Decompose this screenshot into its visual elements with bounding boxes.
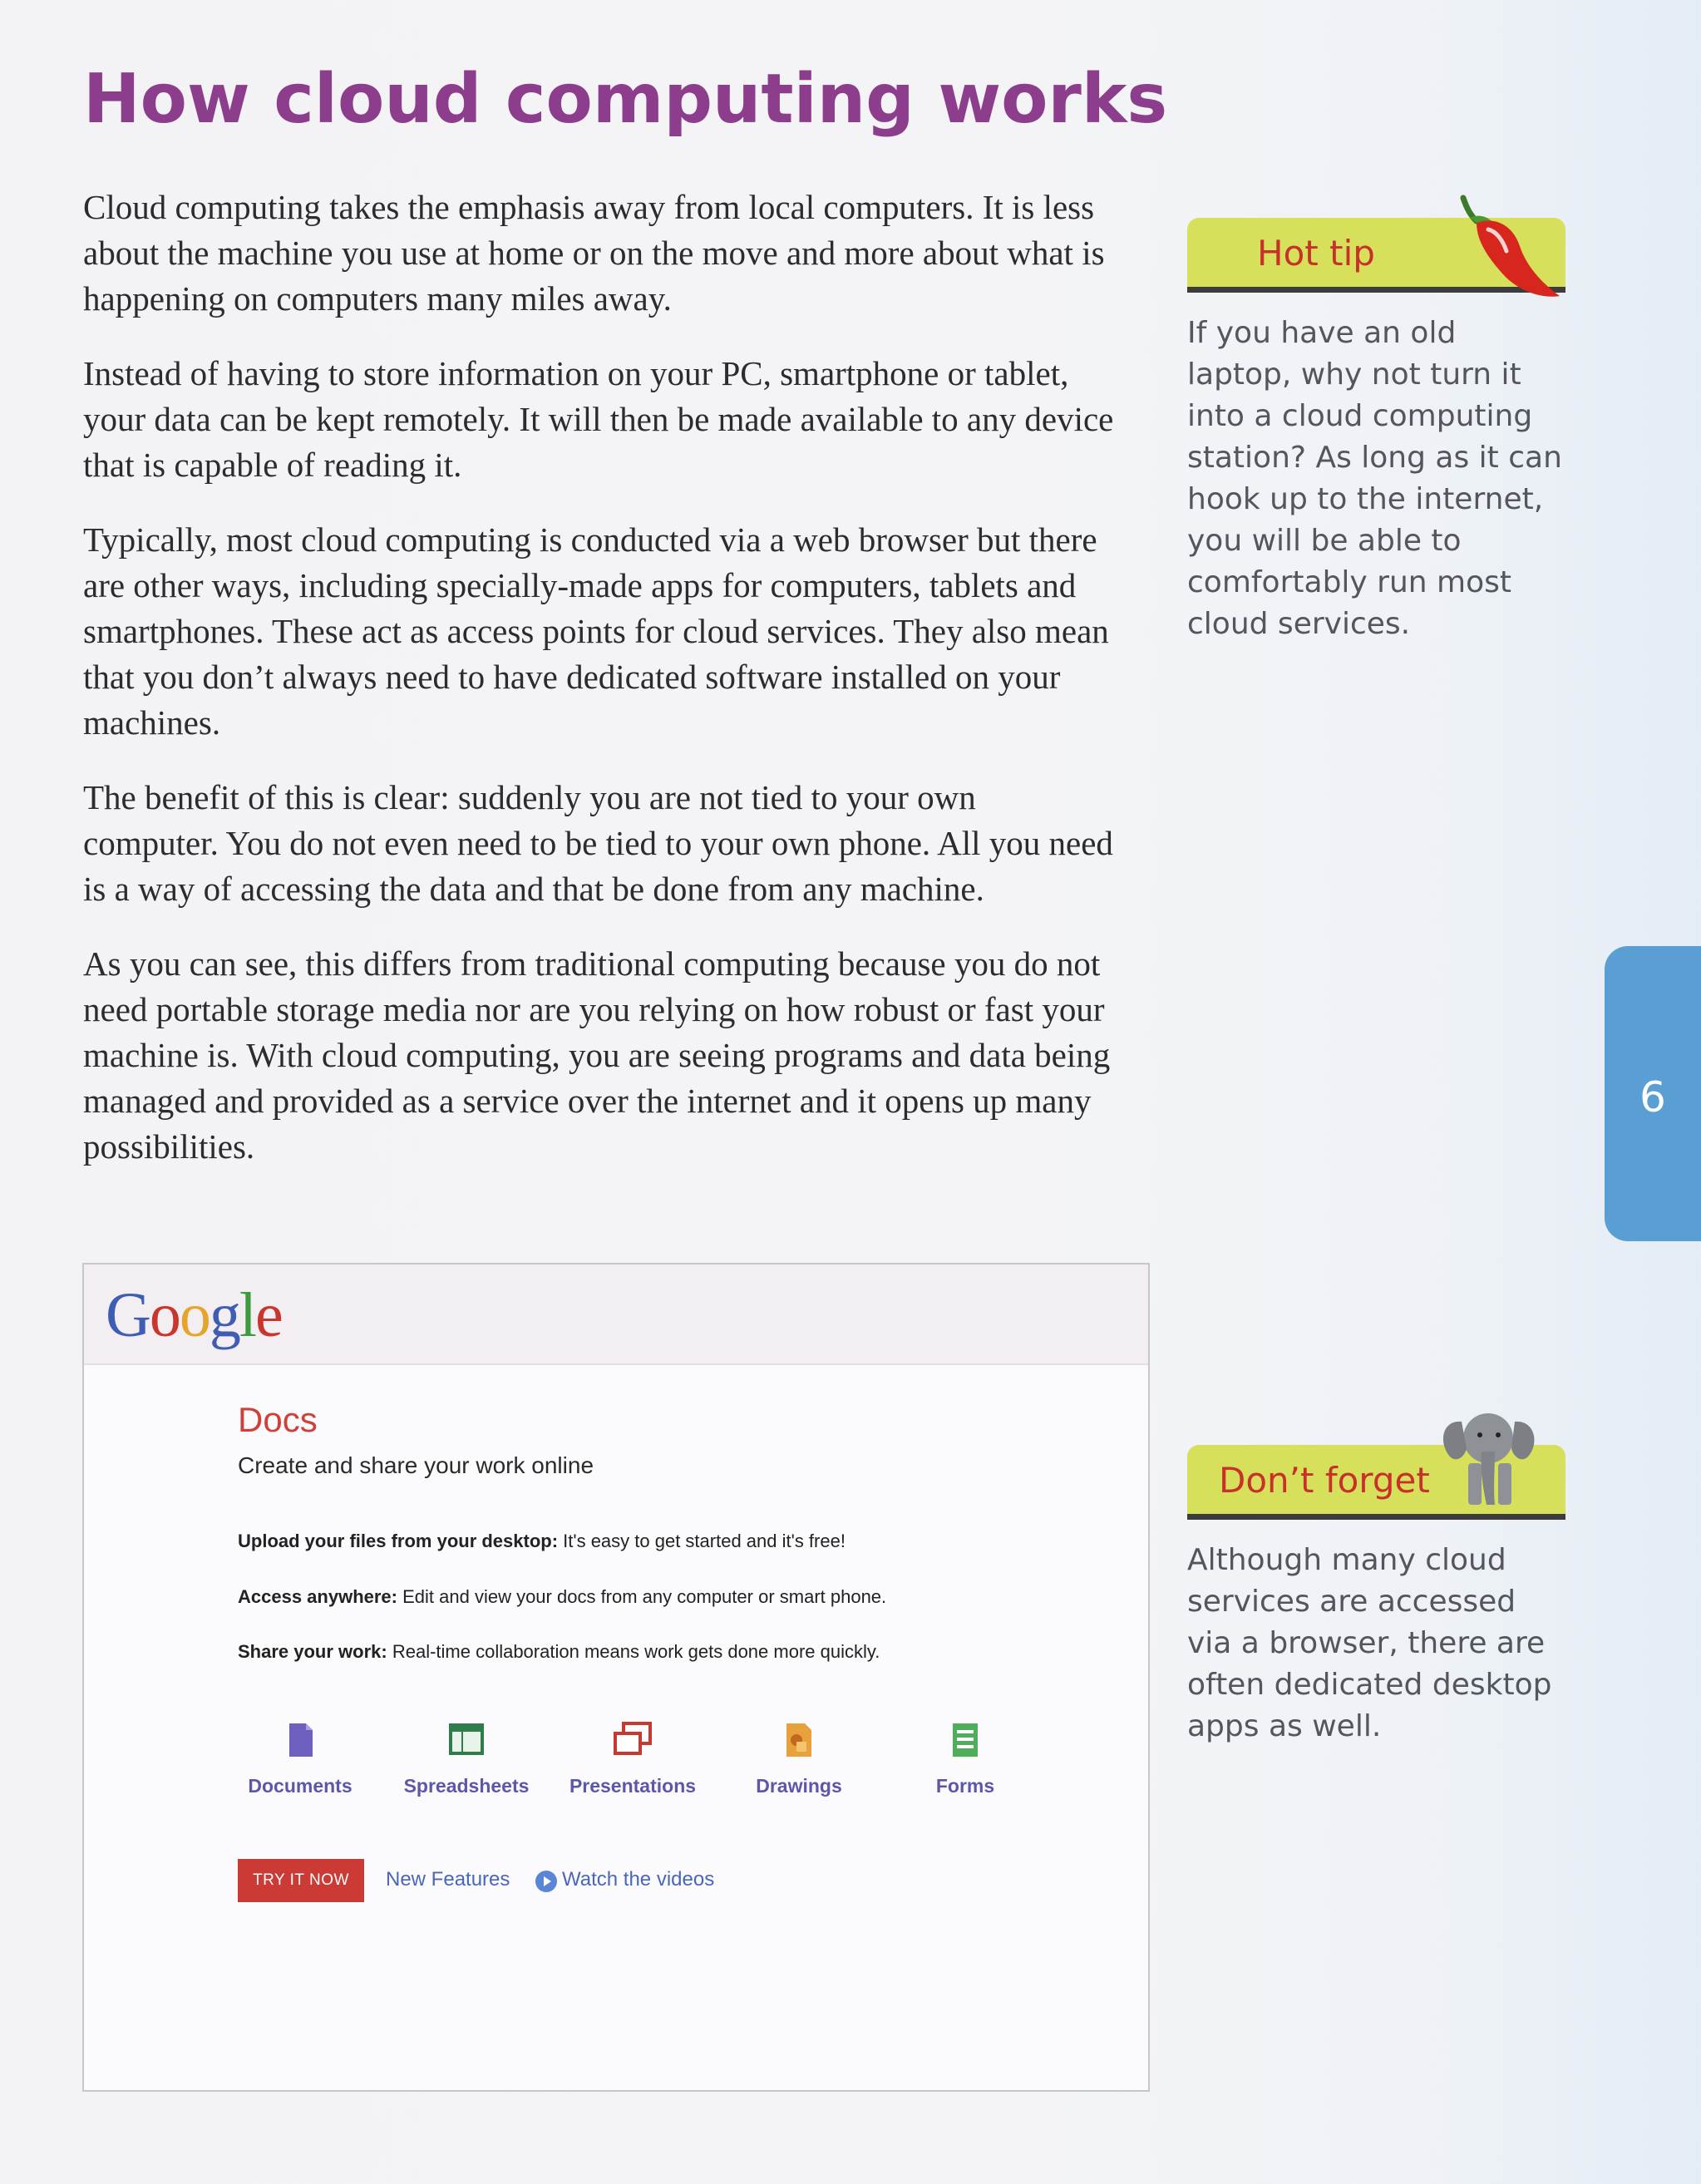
- dont-forget-text: Although many cloud services are accessed via a browser, there are often dedicated desktop apps as well.: [1187, 1543, 1552, 1743]
- feature-upload: Upload your files from your desktop: It's easy to get started and it's free!: [238, 1531, 846, 1551]
- chili-pepper-icon: [1437, 193, 1570, 309]
- chapter-tab: [1605, 946, 1701, 1241]
- document-icon: [279, 1720, 321, 1758]
- hot-tip-text: If you have an old laptop, why not turn it into a cloud computing station? As long as it can hook up to the internet, you will be able to comfortably run most cloud services.: [1187, 316, 1562, 641]
- hot-tip-header: [1187, 218, 1565, 293]
- app-forms[interactable]: Forms: [890, 1720, 1040, 1797]
- spreadsheet-icon: [446, 1720, 487, 1758]
- hot-tip-box: [1187, 218, 1565, 645]
- body-text: [83, 185, 1114, 1199]
- app-drawings[interactable]: Drawings: [724, 1720, 874, 1797]
- new-features-link[interactable]: New Features: [386, 1868, 510, 1891]
- paragraph-5: As you can see, this differs from traditional computing because you do not need portable storage media nor are you relying on how robust or fast your machine is. With cloud computing, you are seeing programs and data being managed and provided as a service over the internet and it opens up many possibilities.: [83, 944, 1111, 1166]
- drawing-icon: [778, 1720, 820, 1758]
- dont-forget-box: [1187, 1445, 1565, 1748]
- google-logo: Google: [106, 1280, 282, 1350]
- page-title: How cloud computing works: [83, 60, 1168, 139]
- watch-videos-link[interactable]: Watch the videos: [562, 1868, 715, 1891]
- app-spreadsheets[interactable]: Spreadsheets: [392, 1720, 541, 1797]
- screenshot-header-bar: [84, 1265, 1148, 1365]
- dont-forget-label: Don’t forget: [1219, 1460, 1430, 1501]
- try-it-now-button[interactable]: TRY IT NOW: [238, 1859, 364, 1902]
- google-docs-screenshot: [82, 1263, 1150, 2092]
- docs-title: Docs: [238, 1400, 318, 1439]
- paragraph-4: The benefit of this is clear: suddenly you are not tied to your own computer. You do not even need to be tied to your own phone. All you need is a way of accessing the data and that be done from any machine.: [83, 778, 1113, 908]
- elephant-icon: [1437, 1405, 1545, 1513]
- feature-share: Share your work: Real-time collaboration means work gets done more quickly.: [238, 1641, 880, 1662]
- form-icon: [944, 1720, 986, 1758]
- paragraph-1: Cloud computing takes the emphasis away from local computers. It is less about the machine you use at home or on the move and more about what is happening on computers many miles away.: [83, 188, 1105, 318]
- hot-tip-label: Hot tip: [1257, 233, 1375, 274]
- app-presentations[interactable]: Presentations: [558, 1720, 708, 1797]
- paragraph-3: Typically, most cloud computing is conducted via a web browser but there are other ways, including specially-made apps for computers, tablets and smartphones. These act as access points for cloud services. They also mean that you don’t always need to have dedicated software installed on your machines.: [83, 520, 1109, 742]
- paragraph-2: Instead of having to store information on your PC, smartphone or tablet, your data can be kept remotely. It will then be made available to any device that is capable of reading it.: [83, 354, 1114, 484]
- app-list: [225, 1720, 1107, 1820]
- app-documents[interactable]: Documents: [225, 1720, 375, 1797]
- dont-forget-header: [1187, 1445, 1565, 1520]
- play-icon[interactable]: [535, 1870, 558, 1893]
- feature-access: Access anywhere: Edit and view your docs from any computer or smart phone.: [238, 1586, 887, 1607]
- docs-subtitle: Create and share your work online: [238, 1452, 594, 1478]
- presentation-icon: [612, 1720, 653, 1758]
- chapter-number: 9: [1639, 1071, 1666, 1119]
